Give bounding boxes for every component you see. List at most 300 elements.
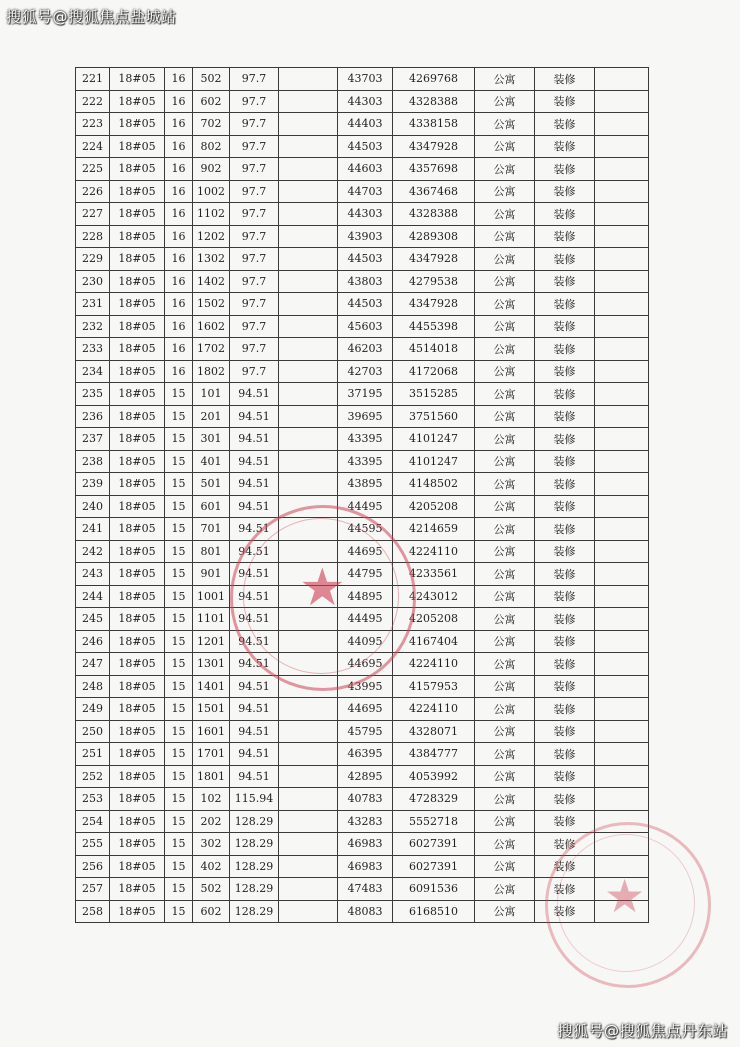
cell-total-floors: 15 bbox=[165, 428, 193, 451]
cell-building-code: 18#05 bbox=[110, 90, 165, 113]
cell-remarks bbox=[595, 630, 649, 653]
cell-remarks bbox=[595, 293, 649, 316]
cell-total-price: 4101247 bbox=[393, 428, 475, 451]
cell-remarks bbox=[595, 563, 649, 586]
cell-unit-price: 39695 bbox=[338, 405, 393, 428]
cell-area: 128.29 bbox=[230, 855, 279, 878]
table-row bbox=[76, 383, 649, 406]
cell-total-price: 4157953 bbox=[393, 675, 475, 698]
cell-decoration-status: 装修 bbox=[535, 360, 595, 383]
cell-decoration-status: 装修 bbox=[535, 900, 595, 923]
cell-row-number: 233 bbox=[76, 338, 110, 361]
cell-blank bbox=[279, 495, 338, 518]
cell-decoration-status: 装修 bbox=[535, 203, 595, 226]
cell-area: 97.7 bbox=[230, 158, 279, 181]
cell-decoration-status: 装修 bbox=[535, 248, 595, 271]
table-row bbox=[76, 900, 649, 923]
cell-room-number: 602 bbox=[193, 90, 230, 113]
cell-remarks bbox=[595, 135, 649, 158]
cell-remarks bbox=[595, 383, 649, 406]
cell-unit-price: 44895 bbox=[338, 585, 393, 608]
cell-usage-type: 公寓 bbox=[475, 518, 535, 541]
cell-decoration-status: 装修 bbox=[535, 113, 595, 136]
cell-building-code: 18#05 bbox=[110, 495, 165, 518]
cell-total-price: 4269768 bbox=[393, 68, 475, 91]
table-row bbox=[76, 135, 649, 158]
cell-remarks bbox=[595, 743, 649, 766]
cell-usage-type: 公寓 bbox=[475, 675, 535, 698]
seal-star-icon: ★ bbox=[299, 558, 346, 618]
table-row bbox=[76, 810, 649, 833]
cell-row-number: 231 bbox=[76, 293, 110, 316]
cell-room-number: 1002 bbox=[193, 180, 230, 203]
cell-blank bbox=[279, 428, 338, 451]
cell-blank bbox=[279, 833, 338, 856]
watermark-top: 搜狐号@搜狐焦点盐城站 bbox=[6, 8, 177, 26]
cell-total-floors: 15 bbox=[165, 450, 193, 473]
cell-blank bbox=[279, 383, 338, 406]
cell-remarks bbox=[595, 248, 649, 271]
table-row bbox=[76, 855, 649, 878]
cell-total-floors: 15 bbox=[165, 563, 193, 586]
cell-building-code: 18#05 bbox=[110, 450, 165, 473]
cell-unit-price: 44503 bbox=[338, 293, 393, 316]
cell-area: 94.51 bbox=[230, 653, 279, 676]
cell-area: 94.51 bbox=[230, 428, 279, 451]
cell-room-number: 1102 bbox=[193, 203, 230, 226]
cell-decoration-status: 装修 bbox=[535, 473, 595, 496]
cell-room-number: 502 bbox=[193, 68, 230, 91]
cell-decoration-status: 装修 bbox=[535, 878, 595, 901]
cell-building-code: 18#05 bbox=[110, 360, 165, 383]
cell-row-number: 224 bbox=[76, 135, 110, 158]
cell-usage-type: 公寓 bbox=[475, 428, 535, 451]
cell-total-floors: 15 bbox=[165, 630, 193, 653]
cell-row-number: 252 bbox=[76, 765, 110, 788]
cell-remarks bbox=[595, 540, 649, 563]
cell-blank bbox=[279, 315, 338, 338]
cell-decoration-status: 装修 bbox=[535, 810, 595, 833]
cell-remarks bbox=[595, 878, 649, 901]
table-row bbox=[76, 765, 649, 788]
cell-usage-type: 公寓 bbox=[475, 405, 535, 428]
cell-total-price: 4357698 bbox=[393, 158, 475, 181]
cell-unit-price: 48083 bbox=[338, 900, 393, 923]
cell-total-floors: 15 bbox=[165, 495, 193, 518]
table-row bbox=[76, 293, 649, 316]
cell-room-number: 101 bbox=[193, 383, 230, 406]
cell-room-number: 302 bbox=[193, 833, 230, 856]
cell-blank bbox=[279, 720, 338, 743]
table-row bbox=[76, 450, 649, 473]
cell-usage-type: 公寓 bbox=[475, 563, 535, 586]
cell-room-number: 801 bbox=[193, 540, 230, 563]
cell-room-number: 1501 bbox=[193, 698, 230, 721]
cell-blank bbox=[279, 450, 338, 473]
cell-remarks bbox=[595, 653, 649, 676]
cell-area: 97.7 bbox=[230, 225, 279, 248]
cell-area: 97.7 bbox=[230, 113, 279, 136]
cell-building-code: 18#05 bbox=[110, 315, 165, 338]
cell-area: 94.51 bbox=[230, 450, 279, 473]
cell-decoration-status: 装修 bbox=[535, 765, 595, 788]
cell-area: 94.51 bbox=[230, 585, 279, 608]
cell-unit-price: 37195 bbox=[338, 383, 393, 406]
cell-building-code: 18#05 bbox=[110, 473, 165, 496]
cell-remarks bbox=[595, 765, 649, 788]
cell-total-price: 4167404 bbox=[393, 630, 475, 653]
cell-remarks bbox=[595, 338, 649, 361]
cell-unit-price: 44695 bbox=[338, 540, 393, 563]
cell-unit-price: 44703 bbox=[338, 180, 393, 203]
cell-building-code: 18#05 bbox=[110, 405, 165, 428]
table-row bbox=[76, 540, 649, 563]
cell-remarks bbox=[595, 788, 649, 811]
cell-remarks bbox=[595, 203, 649, 226]
cell-usage-type: 公寓 bbox=[475, 293, 535, 316]
cell-total-floors: 16 bbox=[165, 225, 193, 248]
cell-total-price: 5552718 bbox=[393, 810, 475, 833]
cell-area: 94.51 bbox=[230, 743, 279, 766]
cell-blank bbox=[279, 518, 338, 541]
cell-remarks bbox=[595, 315, 649, 338]
cell-unit-price: 43903 bbox=[338, 225, 393, 248]
cell-remarks bbox=[595, 608, 649, 631]
cell-remarks bbox=[595, 405, 649, 428]
cell-row-number: 237 bbox=[76, 428, 110, 451]
cell-usage-type: 公寓 bbox=[475, 90, 535, 113]
cell-building-code: 18#05 bbox=[110, 698, 165, 721]
cell-row-number: 222 bbox=[76, 90, 110, 113]
cell-decoration-status: 装修 bbox=[535, 383, 595, 406]
cell-total-price: 4172068 bbox=[393, 360, 475, 383]
cell-total-price: 4148502 bbox=[393, 473, 475, 496]
cell-row-number: 236 bbox=[76, 405, 110, 428]
cell-row-number: 221 bbox=[76, 68, 110, 91]
cell-decoration-status: 装修 bbox=[535, 563, 595, 586]
cell-unit-price: 46395 bbox=[338, 743, 393, 766]
cell-usage-type: 公寓 bbox=[475, 495, 535, 518]
cell-building-code: 18#05 bbox=[110, 788, 165, 811]
cell-total-price: 4347928 bbox=[393, 293, 475, 316]
cell-remarks bbox=[595, 900, 649, 923]
cell-total-floors: 15 bbox=[165, 810, 193, 833]
cell-usage-type: 公寓 bbox=[475, 248, 535, 271]
cell-unit-price: 44495 bbox=[338, 608, 393, 631]
cell-area: 94.51 bbox=[230, 675, 279, 698]
cell-total-price: 4279538 bbox=[393, 270, 475, 293]
cell-total-floors: 15 bbox=[165, 540, 193, 563]
cell-row-number: 243 bbox=[76, 563, 110, 586]
cell-decoration-status: 装修 bbox=[535, 653, 595, 676]
cell-decoration-status: 装修 bbox=[535, 630, 595, 653]
cell-blank bbox=[279, 608, 338, 631]
cell-usage-type: 公寓 bbox=[475, 653, 535, 676]
cell-building-code: 18#05 bbox=[110, 878, 165, 901]
cell-total-floors: 16 bbox=[165, 270, 193, 293]
cell-decoration-status: 装修 bbox=[535, 450, 595, 473]
cell-blank bbox=[279, 855, 338, 878]
cell-decoration-status: 装修 bbox=[535, 495, 595, 518]
cell-remarks bbox=[595, 360, 649, 383]
cell-room-number: 1202 bbox=[193, 225, 230, 248]
cell-usage-type: 公寓 bbox=[475, 68, 535, 91]
cell-total-price: 4233561 bbox=[393, 563, 475, 586]
price-table-body bbox=[76, 68, 649, 923]
table-row bbox=[76, 158, 649, 181]
table-row bbox=[76, 608, 649, 631]
cell-row-number: 257 bbox=[76, 878, 110, 901]
cell-room-number: 401 bbox=[193, 450, 230, 473]
cell-room-number: 202 bbox=[193, 810, 230, 833]
cell-blank bbox=[279, 788, 338, 811]
cell-remarks bbox=[595, 810, 649, 833]
cell-total-price: 6027391 bbox=[393, 855, 475, 878]
cell-area: 97.7 bbox=[230, 270, 279, 293]
cell-unit-price: 44695 bbox=[338, 698, 393, 721]
cell-decoration-status: 装修 bbox=[535, 608, 595, 631]
cell-remarks bbox=[595, 90, 649, 113]
cell-total-floors: 16 bbox=[165, 338, 193, 361]
table-row bbox=[76, 428, 649, 451]
cell-blank bbox=[279, 338, 338, 361]
cell-unit-price: 45795 bbox=[338, 720, 393, 743]
cell-building-code: 18#05 bbox=[110, 563, 165, 586]
cell-building-code: 18#05 bbox=[110, 180, 165, 203]
cell-usage-type: 公寓 bbox=[475, 360, 535, 383]
cell-building-code: 18#05 bbox=[110, 225, 165, 248]
cell-row-number: 229 bbox=[76, 248, 110, 271]
cell-decoration-status: 装修 bbox=[535, 518, 595, 541]
cell-room-number: 1402 bbox=[193, 270, 230, 293]
cell-total-floors: 15 bbox=[165, 855, 193, 878]
cell-area: 97.7 bbox=[230, 338, 279, 361]
cell-unit-price: 44695 bbox=[338, 653, 393, 676]
cell-building-code: 18#05 bbox=[110, 675, 165, 698]
table-row bbox=[76, 68, 649, 91]
cell-room-number: 1502 bbox=[193, 293, 230, 316]
cell-remarks bbox=[595, 473, 649, 496]
cell-usage-type: 公寓 bbox=[475, 788, 535, 811]
cell-row-number: 253 bbox=[76, 788, 110, 811]
cell-area: 94.51 bbox=[230, 608, 279, 631]
cell-row-number: 225 bbox=[76, 158, 110, 181]
cell-usage-type: 公寓 bbox=[475, 270, 535, 293]
table-row bbox=[76, 720, 649, 743]
cell-building-code: 18#05 bbox=[110, 585, 165, 608]
cell-total-price: 4514018 bbox=[393, 338, 475, 361]
table-row bbox=[76, 473, 649, 496]
cell-blank bbox=[279, 630, 338, 653]
cell-unit-price: 47483 bbox=[338, 878, 393, 901]
cell-total-price: 4101247 bbox=[393, 450, 475, 473]
cell-blank bbox=[279, 653, 338, 676]
cell-area: 97.7 bbox=[230, 248, 279, 271]
cell-area: 97.7 bbox=[230, 315, 279, 338]
cell-remarks bbox=[595, 180, 649, 203]
cell-area: 97.7 bbox=[230, 180, 279, 203]
cell-room-number: 102 bbox=[193, 788, 230, 811]
cell-total-price: 4328388 bbox=[393, 90, 475, 113]
cell-total-price: 4205208 bbox=[393, 608, 475, 631]
cell-total-floors: 15 bbox=[165, 698, 193, 721]
cell-remarks bbox=[595, 855, 649, 878]
cell-total-price: 3515285 bbox=[393, 383, 475, 406]
cell-total-price: 4214659 bbox=[393, 518, 475, 541]
cell-room-number: 1101 bbox=[193, 608, 230, 631]
cell-decoration-status: 装修 bbox=[535, 855, 595, 878]
cell-total-price: 4053992 bbox=[393, 765, 475, 788]
cell-area: 94.51 bbox=[230, 383, 279, 406]
table-row bbox=[76, 788, 649, 811]
cell-total-floors: 15 bbox=[165, 653, 193, 676]
cell-blank bbox=[279, 113, 338, 136]
cell-room-number: 1401 bbox=[193, 675, 230, 698]
cell-usage-type: 公寓 bbox=[475, 473, 535, 496]
cell-unit-price: 44503 bbox=[338, 248, 393, 271]
cell-usage-type: 公寓 bbox=[475, 810, 535, 833]
cell-area: 94.51 bbox=[230, 698, 279, 721]
cell-decoration-status: 装修 bbox=[535, 540, 595, 563]
cell-unit-price: 45603 bbox=[338, 315, 393, 338]
cell-room-number: 1702 bbox=[193, 338, 230, 361]
cell-remarks bbox=[595, 270, 649, 293]
cell-area: 94.51 bbox=[230, 495, 279, 518]
cell-decoration-status: 装修 bbox=[535, 180, 595, 203]
cell-usage-type: 公寓 bbox=[475, 180, 535, 203]
cell-building-code: 18#05 bbox=[110, 833, 165, 856]
cell-remarks bbox=[595, 518, 649, 541]
cell-total-floors: 16 bbox=[165, 180, 193, 203]
cell-unit-price: 46203 bbox=[338, 338, 393, 361]
cell-total-price: 4205208 bbox=[393, 495, 475, 518]
table-row bbox=[76, 113, 649, 136]
cell-blank bbox=[279, 180, 338, 203]
cell-total-price: 4347928 bbox=[393, 135, 475, 158]
price-table bbox=[75, 67, 649, 923]
cell-building-code: 18#05 bbox=[110, 608, 165, 631]
cell-blank bbox=[279, 90, 338, 113]
cell-total-floors: 16 bbox=[165, 293, 193, 316]
cell-blank bbox=[279, 135, 338, 158]
cell-decoration-status: 装修 bbox=[535, 405, 595, 428]
cell-area: 115.94 bbox=[230, 788, 279, 811]
cell-decoration-status: 装修 bbox=[535, 68, 595, 91]
cell-area: 128.29 bbox=[230, 833, 279, 856]
cell-total-floors: 16 bbox=[165, 203, 193, 226]
cell-unit-price: 46983 bbox=[338, 833, 393, 856]
cell-room-number: 702 bbox=[193, 113, 230, 136]
cell-building-code: 18#05 bbox=[110, 383, 165, 406]
watermark-bottom: 搜狐号@搜狐焦点丹东站 bbox=[557, 1022, 728, 1040]
cell-remarks bbox=[595, 675, 649, 698]
cell-total-floors: 15 bbox=[165, 608, 193, 631]
cell-row-number: 245 bbox=[76, 608, 110, 631]
cell-area: 94.51 bbox=[230, 563, 279, 586]
cell-total-floors: 16 bbox=[165, 135, 193, 158]
cell-blank bbox=[279, 540, 338, 563]
cell-area: 128.29 bbox=[230, 878, 279, 901]
cell-usage-type: 公寓 bbox=[475, 585, 535, 608]
cell-total-price: 4289308 bbox=[393, 225, 475, 248]
cell-blank bbox=[279, 270, 338, 293]
cell-room-number: 1601 bbox=[193, 720, 230, 743]
cell-unit-price: 40783 bbox=[338, 788, 393, 811]
cell-building-code: 18#05 bbox=[110, 203, 165, 226]
table-row bbox=[76, 270, 649, 293]
cell-total-floors: 16 bbox=[165, 158, 193, 181]
cell-room-number: 501 bbox=[193, 473, 230, 496]
cell-blank bbox=[279, 158, 338, 181]
cell-unit-price: 44795 bbox=[338, 563, 393, 586]
cell-room-number: 1201 bbox=[193, 630, 230, 653]
cell-decoration-status: 装修 bbox=[535, 833, 595, 856]
cell-total-price: 4367468 bbox=[393, 180, 475, 203]
cell-room-number: 502 bbox=[193, 878, 230, 901]
cell-remarks bbox=[595, 833, 649, 856]
cell-unit-price: 44095 bbox=[338, 630, 393, 653]
cell-area: 97.7 bbox=[230, 293, 279, 316]
cell-total-floors: 15 bbox=[165, 788, 193, 811]
cell-usage-type: 公寓 bbox=[475, 225, 535, 248]
cell-row-number: 246 bbox=[76, 630, 110, 653]
cell-blank bbox=[279, 810, 338, 833]
cell-room-number: 402 bbox=[193, 855, 230, 878]
cell-usage-type: 公寓 bbox=[475, 338, 535, 361]
cell-decoration-status: 装修 bbox=[535, 158, 595, 181]
cell-unit-price: 42703 bbox=[338, 360, 393, 383]
cell-remarks bbox=[595, 495, 649, 518]
cell-building-code: 18#05 bbox=[110, 540, 165, 563]
cell-row-number: 254 bbox=[76, 810, 110, 833]
cell-row-number: 256 bbox=[76, 855, 110, 878]
cell-row-number: 239 bbox=[76, 473, 110, 496]
cell-unit-price: 43395 bbox=[338, 450, 393, 473]
cell-row-number: 234 bbox=[76, 360, 110, 383]
cell-total-price: 4224110 bbox=[393, 540, 475, 563]
cell-usage-type: 公寓 bbox=[475, 698, 535, 721]
cell-usage-type: 公寓 bbox=[475, 135, 535, 158]
cell-unit-price: 43803 bbox=[338, 270, 393, 293]
cell-building-code: 18#05 bbox=[110, 630, 165, 653]
cell-unit-price: 43395 bbox=[338, 428, 393, 451]
cell-total-price: 4328388 bbox=[393, 203, 475, 226]
cell-area: 128.29 bbox=[230, 810, 279, 833]
cell-total-price: 6091536 bbox=[393, 878, 475, 901]
cell-area: 97.7 bbox=[230, 360, 279, 383]
cell-row-number: 228 bbox=[76, 225, 110, 248]
cell-total-floors: 16 bbox=[165, 360, 193, 383]
table-row bbox=[76, 405, 649, 428]
cell-total-floors: 15 bbox=[165, 765, 193, 788]
cell-total-floors: 16 bbox=[165, 68, 193, 91]
table-row bbox=[76, 743, 649, 766]
cell-building-code: 18#05 bbox=[110, 720, 165, 743]
cell-unit-price: 44595 bbox=[338, 518, 393, 541]
table-row bbox=[76, 90, 649, 113]
cell-unit-price: 44303 bbox=[338, 90, 393, 113]
cell-row-number: 255 bbox=[76, 833, 110, 856]
cell-blank bbox=[279, 248, 338, 271]
cell-total-floors: 16 bbox=[165, 113, 193, 136]
table-row bbox=[76, 653, 649, 676]
table-row bbox=[76, 248, 649, 271]
cell-remarks bbox=[595, 720, 649, 743]
cell-total-floors: 15 bbox=[165, 473, 193, 496]
cell-blank bbox=[279, 585, 338, 608]
cell-total-floors: 15 bbox=[165, 405, 193, 428]
cell-unit-price: 43703 bbox=[338, 68, 393, 91]
